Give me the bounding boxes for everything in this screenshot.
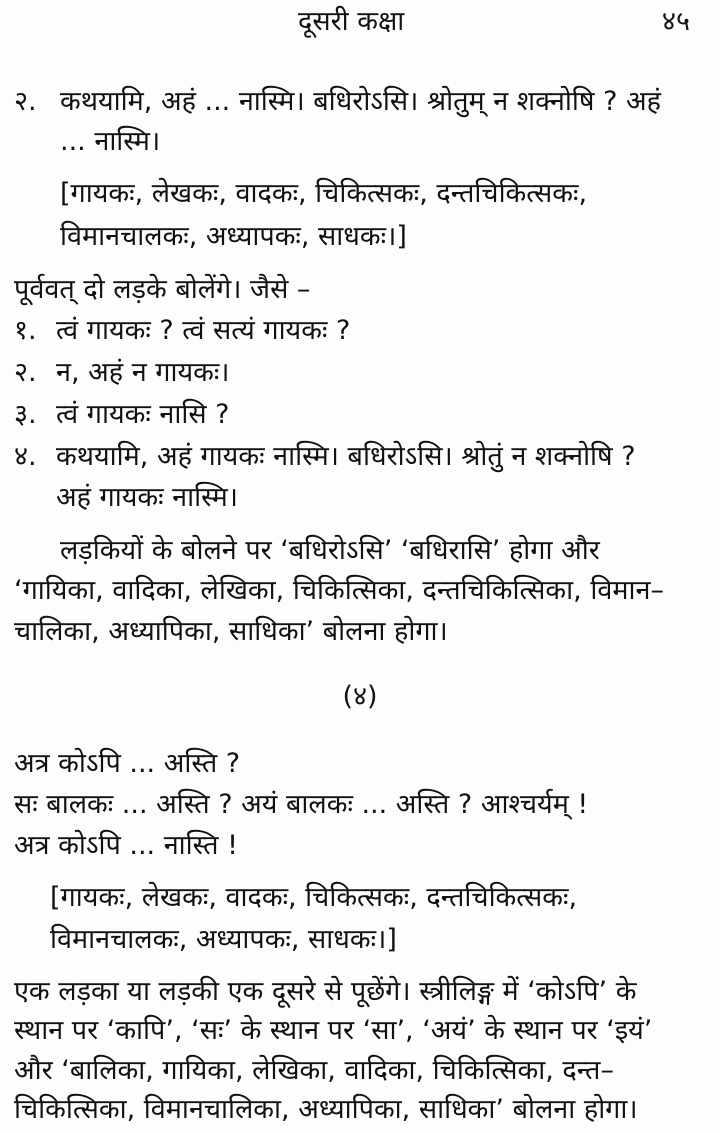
options-text: [गायकः, लेखकः, वादकः, चिकित्सकः, दन्तचिकित्सकः,	[50, 882, 578, 913]
options-text: विमानचालकः, अध्यापकः, साधकः।]	[60, 221, 407, 252]
item-text: न, अहं न गायकः।	[56, 357, 230, 388]
item-text: कथयामि, अहं ... नास्मि। बधिरोऽसि। श्रोतुम् न शक्नोषि ? अहं	[60, 86, 661, 117]
item-text-continued: अहं गायकः नास्मि।	[56, 482, 239, 513]
options-text: [गायकः, लेखकः, वादकः, चिकित्सकः, दन्तचिकित्सकः,	[60, 178, 588, 209]
item-number: २.	[14, 357, 37, 388]
note-text: ‘गायिका, वादिका, लेखिका, चिकित्सिका, दन्तचिकित्सिका, विमान–	[14, 575, 664, 606]
item-number: १.	[14, 315, 37, 346]
item-text-continued: ... नास्मि।	[60, 126, 161, 157]
paragraph-text: स्थान पर ‘कापि’, ‘सः’ के स्थान पर ‘सा’, ‘अयं’ के स्थान पर ‘इयं’	[14, 1015, 653, 1046]
item-number: ३.	[14, 399, 37, 430]
item-number: २.	[14, 86, 37, 117]
paragraph-text: एक लड़का या लड़की एक दूसरे से पूछेंगे। स्त्रीलिङ्ग में ‘कोऽपि’ के	[14, 976, 637, 1007]
instruction-text: पूर्ववत् दो लड़के बोलेंगे। जैसे –	[14, 274, 311, 305]
dialogue-text: अत्र कोऽपि ... अस्ति ?	[14, 748, 241, 779]
options-text: विमानचालकः, अध्यापकः, साधकः।]	[50, 924, 397, 955]
item-text: त्वं गायकः ? त्वं सत्यं गायकः ?	[56, 315, 351, 346]
note-text: चालिका, अध्यापिका, साधिका’ बोलना होगा।	[14, 616, 448, 647]
paragraph-text: और ‘बालिका, गायिका, लेखिका, वादिका, चिकित्सिका, दन्त–	[14, 1055, 614, 1086]
item-text: त्वं गायकः नासि ?	[56, 399, 230, 430]
dialogue-text: अत्र कोऽपि ... नास्ति !	[14, 830, 238, 861]
running-header-title: दूसरी कक्षा	[298, 6, 405, 37]
page-number: ४५	[661, 6, 690, 37]
dialogue-text: सः बालकः ... अस्ति ? अयं बालकः ... अस्ति ? आश्चर्यम् !	[14, 789, 589, 820]
item-number: ४.	[14, 441, 37, 472]
paragraph-text: चिकित्सिका, विमानचालिका, अध्यापिका, साधिका’ बोलना होगा।	[14, 1094, 638, 1125]
section-heading: (४)	[342, 681, 378, 712]
item-text: कथयामि, अहं गायकः नास्मि। बधिरोऽसि। श्रोतुं न शक्नोषि ?	[56, 441, 636, 472]
note-text: लड़कियों के बोलने पर ‘बधिरोऽसि’ ‘बधिरासि’ होगा और	[60, 535, 600, 566]
